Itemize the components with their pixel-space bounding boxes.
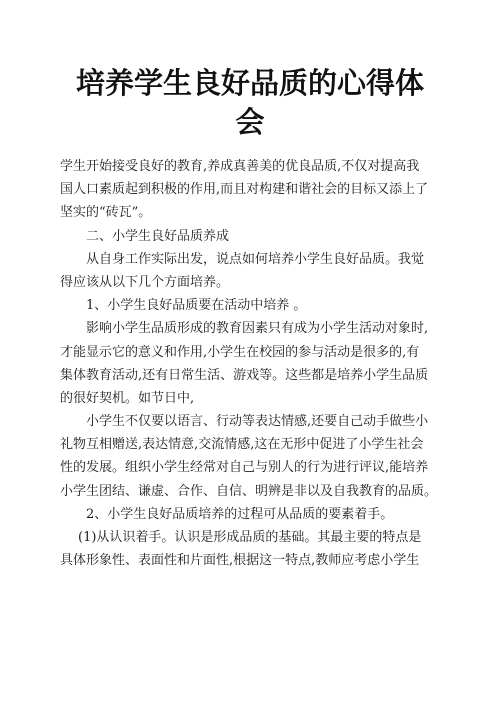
paragraph-line: 得应该从以下几个方面培养。 xyxy=(60,274,230,290)
paragraph-line: 性的发展。组织小学生经常对自己与别人的行为进行评议,能培养 xyxy=(60,460,429,476)
paragraph-line: 国人口素质起到积极的作用,而且对构建和谐社会的目标又添上了 xyxy=(60,182,429,198)
paragraph-line: 二、小学生良好品质养成 xyxy=(86,228,230,244)
paragraph-line: (1)从认识着手。认识是形成品质的基础。其最主要的特点是 xyxy=(78,530,422,545)
title-line-2: 会 xyxy=(235,105,265,139)
paragraph-line: 小学生不仅要以语言、行动等表达情感,还要自己动手做些小 xyxy=(86,414,429,430)
paragraph-line: 小学生团结、谦虚、合作、自信、明辨是非以及自我教育的品质。 xyxy=(60,483,438,499)
paragraph-line: 的很好契机。如节日中, xyxy=(60,390,195,406)
document-title xyxy=(60,64,440,142)
paragraph-line: 集体教育活动,还有日常生活、游戏等。这些都是培养小学生品质 xyxy=(60,367,429,383)
paragraph-line: 学生开始接受良好的教育,养成真善美的优良品质,不仅对提高我 xyxy=(60,159,420,174)
title-line-1: 培养学生良好品质的心得体 xyxy=(75,66,424,100)
paragraph-line: 从自身工作实际出发，说点如何培养小学生良好品质。我觉 xyxy=(86,251,425,267)
paragraph-line: 坚实的“砖瓦”。 xyxy=(60,205,152,221)
paragraph-line: 具体形象性、表面性和片面性,根据这一特点,教师应考虑小学生 xyxy=(60,553,420,569)
paragraph-line: 才能显示它的意义和作用,小学生在校园的参与活动是很多的,有 xyxy=(60,344,420,360)
paragraph-line: 礼物互相赠送,表达情意,交流情感,这在无形中促进了小学生社会 xyxy=(60,437,424,453)
paragraph-line: 2、小学生良好品质培养的过程可从品质的要素着手。 xyxy=(86,506,394,522)
paragraph-line: 影响小学生品质形成的教育因素只有成为小学生活动对象时, xyxy=(86,321,429,337)
paragraph-line: 1、小学生良好品质要在活动中培养 。 xyxy=(86,298,307,314)
document-body xyxy=(60,155,460,572)
